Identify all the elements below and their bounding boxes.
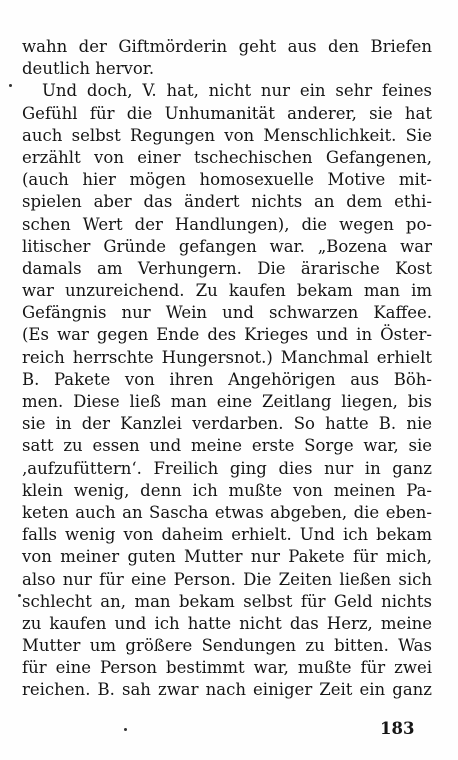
text-line-3: Und doch, V. hat, nicht nur ein sehr feines [42,81,432,101]
text-line-25: also nur für eine Person. Die Zeiten ließen sich [22,569,432,589]
body-text [22,36,432,702]
print-speck [9,84,12,87]
text-line-15: reich herrschte Hungersnot.) Manchmal erhielt [22,347,432,367]
page-number: 183 [380,719,415,738]
print-speck [124,728,127,731]
text-line-17: men. Diese ließ man eine Zeitlang liegen, bis [22,392,432,411]
text-line-21: klein wenig, denn ich mußte von meinen Pa- [22,480,432,500]
text-line-18: sie in der Kanzlei verdarben. So hatte B. nie [22,414,432,434]
text-line-4: Gefühl für die Unhumanität anderer, sie hat [22,103,432,123]
text-line-28: Mutter um größere Sendungen zu bitten. Was [22,636,432,656]
text-line-14: (Es war gegen Ende des Krieges und in Öster- [22,325,432,345]
text-line-22: keten auch an Sascha etwas abgeben, die eben- [22,502,432,522]
text-line-10: litischer Gründe gefangen war. „Bozena war [22,236,432,256]
print-speck [18,594,21,597]
text-line-24: von meiner guten Mutter nur Pakete für mich, [22,547,432,567]
text-line-11: damals am Verhungern. Die ärarische Kost [22,258,432,278]
text-line-2: deutlich hervor. [22,59,155,79]
text-line-29: für eine Person bestimmt war, mußte für zwei [22,658,432,678]
text-line-16: B. Pakete von ihren Angehörigen aus Böh- [22,369,432,389]
text-line-13: Gefängnis nur Wein und schwarzen Kaffee. [22,303,432,323]
text-line-1: wahn der Giftmörderin geht aus den Briefen [22,37,432,56]
text-line-12: war unzureichend. Zu kaufen bekam man im [22,281,432,301]
text-line-8: spielen aber das ändert nichts an dem ethi- [22,192,432,212]
text-line-19: satt zu essen und meine erste Sorge war, sie [22,436,432,456]
text-line-27: zu kaufen und ich hatte nicht das Herz, meine [22,613,432,633]
text-line-7: (auch hier mögen homosexuelle Motive mit- [22,170,432,190]
text-line-6: erzählt von einer tschechischen Gefangenen, [22,147,432,167]
text-line-23: falls wenig von daheim erhielt. Und ich bekam [22,525,432,545]
text-line-26: schlecht an, man bekam selbst für Geld nichts [22,591,432,611]
text-line-30: reichen. B. sah zwar nach einiger Zeit ein ganz [22,680,432,700]
text-line-5: auch selbst Regungen von Menschlichkeit. Sie [22,125,432,145]
text-line-20: ‚aufzufüttern‘. Freilich ging dies nur in ganz [22,458,432,478]
text-line-9: schen Wert der Handlungen), die wegen po- [22,214,432,234]
